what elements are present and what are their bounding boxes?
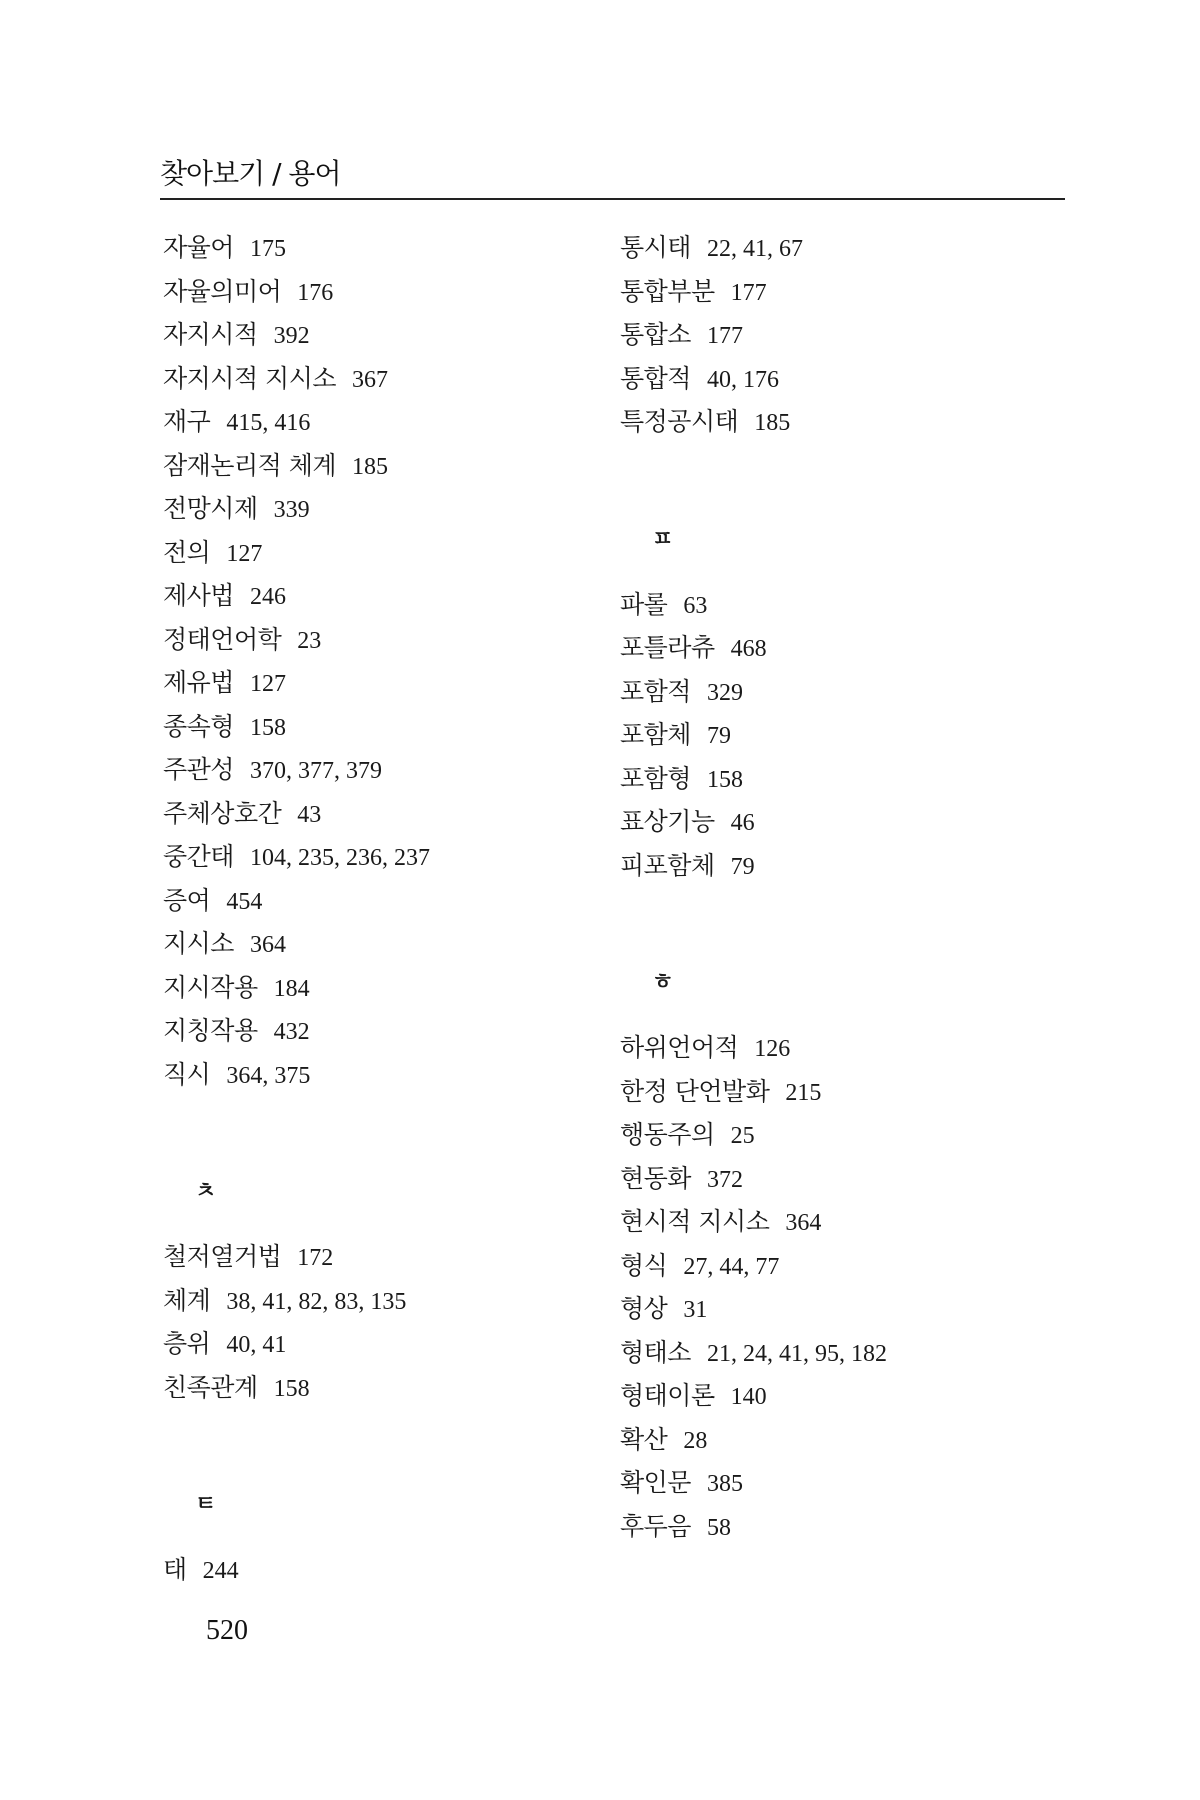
index-entry bbox=[620, 270, 1040, 314]
index-page-refs: 172 bbox=[297, 1245, 334, 1271]
index-entry bbox=[163, 1366, 583, 1410]
index-term: 중간태 bbox=[163, 842, 234, 871]
index-term: 제사법 bbox=[163, 581, 234, 610]
index-entry bbox=[620, 400, 1040, 444]
index-entry bbox=[163, 487, 583, 531]
index-entry bbox=[163, 835, 583, 879]
index-term: 행동주의 bbox=[620, 1120, 715, 1149]
index-entry bbox=[163, 226, 583, 270]
index-term: 형식 bbox=[620, 1250, 668, 1280]
index-page-refs: 177 bbox=[706, 323, 743, 349]
index-page-refs: 104, 235, 236, 237 bbox=[249, 845, 430, 871]
index-entry bbox=[163, 879, 583, 923]
index-term: 체계 bbox=[163, 1285, 211, 1315]
index-page-refs: 185 bbox=[754, 410, 791, 436]
index-term: 확인문 bbox=[620, 1468, 691, 1497]
section-letter-heading: ㅌ bbox=[195, 1492, 217, 1517]
index-term: 포함형 bbox=[620, 763, 691, 793]
index-page-refs: 468 bbox=[730, 636, 767, 662]
index-term: 형태이론 bbox=[620, 1381, 715, 1410]
index-page-refs: 46 bbox=[730, 810, 755, 836]
index-page-refs: 43 bbox=[297, 801, 322, 828]
index-entry bbox=[620, 313, 1040, 357]
index-entry bbox=[620, 670, 1040, 714]
index-entry bbox=[163, 444, 583, 488]
index-page-refs: 25 bbox=[730, 1123, 755, 1149]
index-term: 태 bbox=[163, 1555, 187, 1584]
index-page-refs: 27, 44, 77 bbox=[683, 1253, 780, 1280]
page-number: 520 bbox=[206, 1615, 248, 1646]
index-page-refs: 22, 41, 67 bbox=[706, 236, 803, 262]
index-entry bbox=[163, 1548, 583, 1592]
index-entry bbox=[163, 1279, 583, 1323]
index-term: 통시태 bbox=[620, 233, 691, 262]
index-term: 자율의미어 bbox=[163, 276, 282, 306]
index-page-refs: 175 bbox=[249, 236, 286, 262]
index-page-refs: 364 bbox=[249, 932, 286, 958]
index-entry bbox=[163, 618, 583, 662]
index-term: 철저열거법 bbox=[163, 1242, 282, 1271]
index-entry bbox=[620, 626, 1040, 670]
index-page-refs: 31 bbox=[683, 1297, 708, 1323]
section-spacer bbox=[163, 1409, 583, 1461]
index-page-refs: 177 bbox=[730, 279, 767, 306]
index-entry bbox=[620, 844, 1040, 888]
index-entry bbox=[620, 1157, 1040, 1201]
index-term: 형상 bbox=[620, 1294, 668, 1323]
index-entry bbox=[620, 1200, 1040, 1244]
index-entry bbox=[163, 357, 583, 401]
index-page-refs: 126 bbox=[754, 1036, 791, 1062]
section-letter-heading: ㅊ bbox=[195, 1179, 217, 1204]
index-entry bbox=[620, 1505, 1040, 1549]
index-term: 확산 bbox=[620, 1424, 668, 1454]
index-entry bbox=[163, 966, 583, 1010]
index-term: 형태소 bbox=[620, 1337, 691, 1367]
index-term: 현시적 지시소 bbox=[620, 1207, 770, 1236]
index-entry bbox=[163, 574, 583, 618]
index-entry bbox=[163, 400, 583, 444]
index-term: 전망시제 bbox=[163, 494, 258, 523]
index-entry bbox=[620, 757, 1040, 801]
index-term: 잠재논리적 체계 bbox=[163, 450, 336, 480]
index-entry bbox=[620, 357, 1040, 401]
index-page-refs: 215 bbox=[785, 1079, 822, 1106]
section-letter-heading: ㅎ bbox=[652, 970, 674, 995]
index-column-right bbox=[620, 226, 1040, 1548]
index-page-refs: 185 bbox=[352, 453, 388, 480]
index-term: 자지시적 bbox=[163, 320, 258, 349]
index-entry bbox=[163, 1053, 583, 1097]
index-term: 후두음 bbox=[620, 1511, 691, 1541]
index-page-refs: 184 bbox=[273, 975, 310, 1002]
index-page-refs: 415, 416 bbox=[226, 410, 311, 436]
index-entry bbox=[620, 800, 1040, 844]
index-page-refs: 364, 375 bbox=[226, 1062, 311, 1089]
index-term: 지시소 bbox=[163, 929, 234, 958]
index-column-left bbox=[163, 226, 583, 1592]
index-entry bbox=[620, 1461, 1040, 1505]
index-page-refs: 158 bbox=[249, 714, 286, 741]
index-term: 주체상호간 bbox=[163, 798, 282, 828]
index-term: 지시작용 bbox=[163, 972, 258, 1002]
index-page-refs: 385 bbox=[706, 1471, 743, 1497]
index-entry bbox=[620, 1374, 1040, 1418]
index-page-refs: 23 bbox=[297, 627, 322, 654]
index-entry bbox=[163, 922, 583, 966]
index-page-refs: 432 bbox=[273, 1019, 310, 1045]
index-term: 주관성 bbox=[163, 755, 234, 784]
index-entry bbox=[620, 1287, 1040, 1331]
index-entry bbox=[163, 1322, 583, 1366]
index-entry bbox=[620, 1418, 1040, 1462]
index-term: 종속형 bbox=[163, 711, 234, 741]
index-term: 제유법 bbox=[163, 668, 234, 697]
index-term: 자지시적 지시소 bbox=[163, 363, 336, 393]
index-entry bbox=[163, 1009, 583, 1053]
index-page-refs: 246 bbox=[249, 584, 286, 610]
index-page-refs: 372 bbox=[706, 1166, 743, 1193]
index-term: 통합소 bbox=[620, 320, 691, 349]
index-page-refs: 127 bbox=[226, 540, 263, 567]
index-entry bbox=[620, 1026, 1040, 1070]
index-entry bbox=[620, 1244, 1040, 1288]
index-term: 포틀라츄 bbox=[620, 633, 715, 662]
index-term: 직시 bbox=[163, 1059, 211, 1089]
index-entry bbox=[163, 531, 583, 575]
index-entry bbox=[620, 713, 1040, 757]
index-entry bbox=[620, 1113, 1040, 1157]
index-page-refs: 28 bbox=[683, 1427, 708, 1454]
index-page-refs: 339 bbox=[273, 497, 310, 523]
index-page-refs: 329 bbox=[706, 679, 743, 706]
index-page-refs: 392 bbox=[273, 323, 310, 349]
index-page-refs: 40, 176 bbox=[706, 366, 779, 393]
section-spacer bbox=[620, 887, 1040, 939]
index-term: 재구 bbox=[163, 407, 211, 436]
index-page-refs: 367 bbox=[352, 366, 388, 393]
index-term: 포함적 bbox=[620, 676, 691, 706]
index-entry bbox=[163, 705, 583, 749]
index-page-refs: 454 bbox=[226, 888, 263, 915]
index-term: 통합부분 bbox=[620, 276, 715, 306]
index-entry bbox=[620, 583, 1040, 627]
index-entry bbox=[163, 661, 583, 705]
index-term: 지칭작용 bbox=[163, 1016, 258, 1045]
index-page-refs: 63 bbox=[683, 592, 708, 619]
index-page-refs: 58 bbox=[706, 1514, 731, 1541]
index-term: 파롤 bbox=[620, 589, 668, 619]
index-term: 특정공시태 bbox=[620, 407, 739, 436]
section-letter-heading: ㅍ bbox=[652, 526, 674, 552]
header-title: 찾아보기 / 용어 bbox=[160, 157, 341, 190]
index-term: 정태언어학 bbox=[163, 624, 282, 654]
index-term: 통합적 bbox=[620, 363, 691, 393]
index-page-refs: 176 bbox=[297, 279, 334, 306]
index-page-refs: 158 bbox=[706, 766, 743, 793]
index-term: 자율어 bbox=[163, 233, 234, 262]
index-entry bbox=[163, 313, 583, 357]
index-entry bbox=[620, 226, 1040, 270]
index-entry bbox=[620, 1070, 1040, 1114]
index-entry bbox=[163, 270, 583, 314]
index-term: 한정 단언발화 bbox=[620, 1076, 770, 1106]
index-page-refs: 79 bbox=[706, 723, 731, 749]
index-term: 표상기능 bbox=[620, 807, 715, 836]
section-spacer bbox=[620, 444, 1040, 496]
index-entry bbox=[163, 1235, 583, 1279]
index-term: 피포함체 bbox=[620, 850, 715, 880]
index-page-refs: 364 bbox=[785, 1210, 822, 1236]
index-term: 하위언어적 bbox=[620, 1033, 739, 1062]
index-page-refs: 140 bbox=[730, 1384, 767, 1410]
index-entry bbox=[163, 748, 583, 792]
index-entry bbox=[163, 792, 583, 836]
index-page-refs: 21, 24, 41, 95, 182 bbox=[706, 1340, 887, 1367]
index-page-refs: 79 bbox=[730, 853, 755, 880]
index-term: 전의 bbox=[163, 537, 211, 567]
index-page-refs: 38, 41, 82, 83, 135 bbox=[226, 1288, 407, 1315]
index-page-refs: 127 bbox=[249, 671, 286, 697]
index-term: 증여 bbox=[163, 885, 211, 915]
index-page-refs: 40, 41 bbox=[226, 1332, 287, 1358]
index-page-refs: 244 bbox=[202, 1558, 239, 1584]
index-term: 포함체 bbox=[620, 720, 691, 749]
index-term: 현동화 bbox=[620, 1163, 691, 1193]
index-page-refs: 370, 377, 379 bbox=[249, 758, 382, 784]
index-term: 친족관계 bbox=[163, 1372, 258, 1402]
index-page-refs: 158 bbox=[273, 1375, 310, 1402]
index-term: 층위 bbox=[163, 1329, 211, 1358]
section-spacer bbox=[163, 1096, 583, 1148]
running-header bbox=[160, 146, 1065, 200]
index-entry bbox=[620, 1331, 1040, 1375]
